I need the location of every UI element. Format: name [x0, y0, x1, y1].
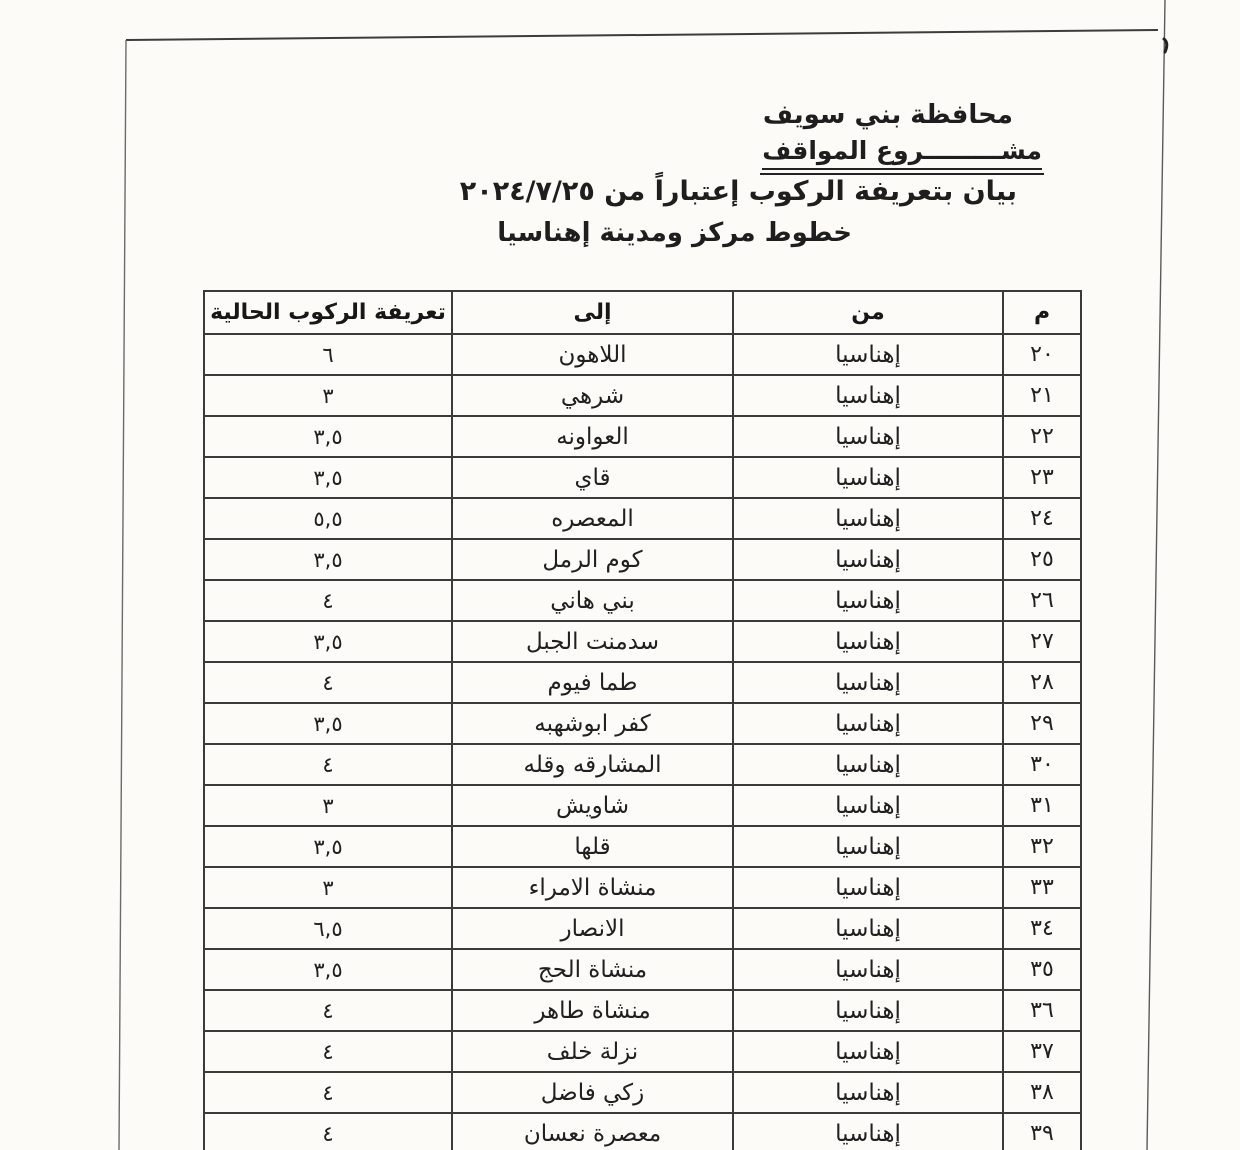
fare-cell: ٣ — [204, 785, 452, 826]
fare-cell: ٤ — [204, 580, 452, 621]
to-cell: شاويش — [452, 785, 733, 826]
from-cell: إهناسيا — [733, 1113, 1003, 1150]
from-cell: إهناسيا — [733, 498, 1003, 539]
table-row — [204, 1031, 1081, 1072]
fare-cell: ٣,٥ — [204, 539, 452, 580]
to-cell: منشاة الحج — [452, 949, 733, 990]
fare-cell: ٤ — [204, 744, 452, 785]
table-row — [204, 580, 1081, 621]
table-row — [204, 744, 1081, 785]
table-row — [204, 416, 1081, 457]
row-number-cell: ٢٣ — [1003, 457, 1081, 498]
table-header-row — [204, 291, 1081, 334]
from-cell: إهناسيا — [733, 457, 1003, 498]
row-number-cell: ٣٢ — [1003, 826, 1081, 867]
row-number-cell: ٣٤ — [1003, 908, 1081, 949]
table-row — [204, 539, 1081, 580]
to-cell: سدمنت الجبل — [452, 621, 733, 662]
fare-cell: ٤ — [204, 1031, 452, 1072]
fare-cell: ٥,٥ — [204, 498, 452, 539]
table-row — [204, 826, 1081, 867]
from-cell: إهناسيا — [733, 580, 1003, 621]
row-number-cell: ٢٤ — [1003, 498, 1081, 539]
table-row — [204, 498, 1081, 539]
row-number-cell: ٣٥ — [1003, 949, 1081, 990]
from-cell: إهناسيا — [733, 1031, 1003, 1072]
column-header-fare: تعريفة الركوب الحالية — [204, 291, 452, 334]
row-number-cell: ٣٩ — [1003, 1113, 1081, 1150]
fare-cell: ٣ — [204, 867, 452, 908]
from-cell: إهناسيا — [733, 703, 1003, 744]
fare-cell: ٦ — [204, 334, 452, 375]
column-header-number: م — [1003, 291, 1081, 334]
to-cell: منشاة الامراء — [452, 867, 733, 908]
row-number-cell: ٢٦ — [1003, 580, 1081, 621]
to-cell: زكي فاضل — [452, 1072, 733, 1113]
from-cell: إهناسيا — [733, 867, 1003, 908]
document-subtitle: خطوط مركز ومدينة إهناسيا — [497, 218, 852, 248]
column-header-to: إلى — [452, 291, 733, 334]
fare-cell: ٣,٥ — [204, 457, 452, 498]
table-row — [204, 785, 1081, 826]
row-number-cell: ٣١ — [1003, 785, 1081, 826]
to-cell: قاي — [452, 457, 733, 498]
from-cell: إهناسيا — [733, 375, 1003, 416]
table-row — [204, 457, 1081, 498]
row-number-cell: ٣٣ — [1003, 867, 1081, 908]
to-cell: معصرة نعسان — [452, 1113, 733, 1150]
table-row — [204, 334, 1081, 375]
row-number-cell: ٢٠ — [1003, 334, 1081, 375]
table-row — [204, 375, 1081, 416]
fare-cell: ٦,٥ — [204, 908, 452, 949]
table-row — [204, 621, 1081, 662]
to-cell: طما فيوم — [452, 662, 733, 703]
table-row — [204, 949, 1081, 990]
table-row — [204, 990, 1081, 1031]
to-cell: شرهي — [452, 375, 733, 416]
document-title: بيان بتعريفة الركوب إعتباراً من ٢٠٢٤/٧/٢٥ — [459, 176, 1017, 207]
to-cell: كوم الرمل — [452, 539, 733, 580]
fare-cell: ٣ — [204, 375, 452, 416]
row-number-cell: ٣٦ — [1003, 990, 1081, 1031]
from-cell: إهناسيا — [733, 826, 1003, 867]
row-number-cell: ٢٥ — [1003, 539, 1081, 580]
row-number-cell: ٢٩ — [1003, 703, 1081, 744]
fare-cell: ٤ — [204, 1113, 452, 1150]
row-number-cell: ٢٢ — [1003, 416, 1081, 457]
to-cell: منشاة طاهر — [452, 990, 733, 1031]
from-cell: إهناسيا — [733, 539, 1003, 580]
from-cell: إهناسيا — [733, 416, 1003, 457]
from-cell: إهناسيا — [733, 744, 1003, 785]
fare-cell: ٤ — [204, 990, 452, 1031]
row-number-cell: ٢١ — [1003, 375, 1081, 416]
column-header-from: من — [733, 291, 1003, 334]
fare-cell: ٤ — [204, 662, 452, 703]
table-row — [204, 867, 1081, 908]
fare-cell: ٣,٥ — [204, 416, 452, 457]
to-cell: الانصار — [452, 908, 733, 949]
fare-table — [203, 290, 1080, 1150]
parking-project-name: مشـــــــــروع المواقف — [762, 136, 1042, 170]
table-row — [204, 1072, 1081, 1113]
table-row — [204, 662, 1081, 703]
to-cell: قلها — [452, 826, 733, 867]
from-cell: إهناسيا — [733, 621, 1003, 662]
row-number-cell: ٣٨ — [1003, 1072, 1081, 1113]
table-row — [204, 908, 1081, 949]
from-cell: إهناسيا — [733, 990, 1003, 1031]
table-row — [204, 703, 1081, 744]
to-cell: بني هاني — [452, 580, 733, 621]
table-row — [204, 1113, 1081, 1150]
to-cell: المشارقه وقله — [452, 744, 733, 785]
to-cell: المعصره — [452, 498, 733, 539]
to-cell: العواونه — [452, 416, 733, 457]
from-cell: إهناسيا — [733, 662, 1003, 703]
to-cell: نزلة خلف — [452, 1031, 733, 1072]
governorate-name: محافظة بني سويف — [762, 100, 1013, 130]
fare-cell: ٣,٥ — [204, 826, 452, 867]
fare-table-body — [204, 334, 1081, 1150]
row-number-cell: ٣٧ — [1003, 1031, 1081, 1072]
from-cell: إهناسيا — [733, 1072, 1003, 1113]
fare-cell: ٤ — [204, 1072, 452, 1113]
row-number-cell: ٢٨ — [1003, 662, 1081, 703]
from-cell: إهناسيا — [733, 785, 1003, 826]
fare-cell: ٣,٥ — [204, 703, 452, 744]
to-cell: اللاهون — [452, 334, 733, 375]
fare-table-grid — [203, 290, 1082, 1150]
fare-cell: ٣,٥ — [204, 621, 452, 662]
from-cell: إهناسيا — [733, 334, 1003, 375]
row-number-cell: ٢٧ — [1003, 621, 1081, 662]
to-cell: كفر ابوشهبه — [452, 703, 733, 744]
row-number-cell: ٣٠ — [1003, 744, 1081, 785]
from-cell: إهناسيا — [733, 949, 1003, 990]
from-cell: إهناسيا — [733, 908, 1003, 949]
fare-cell: ٣,٥ — [204, 949, 452, 990]
